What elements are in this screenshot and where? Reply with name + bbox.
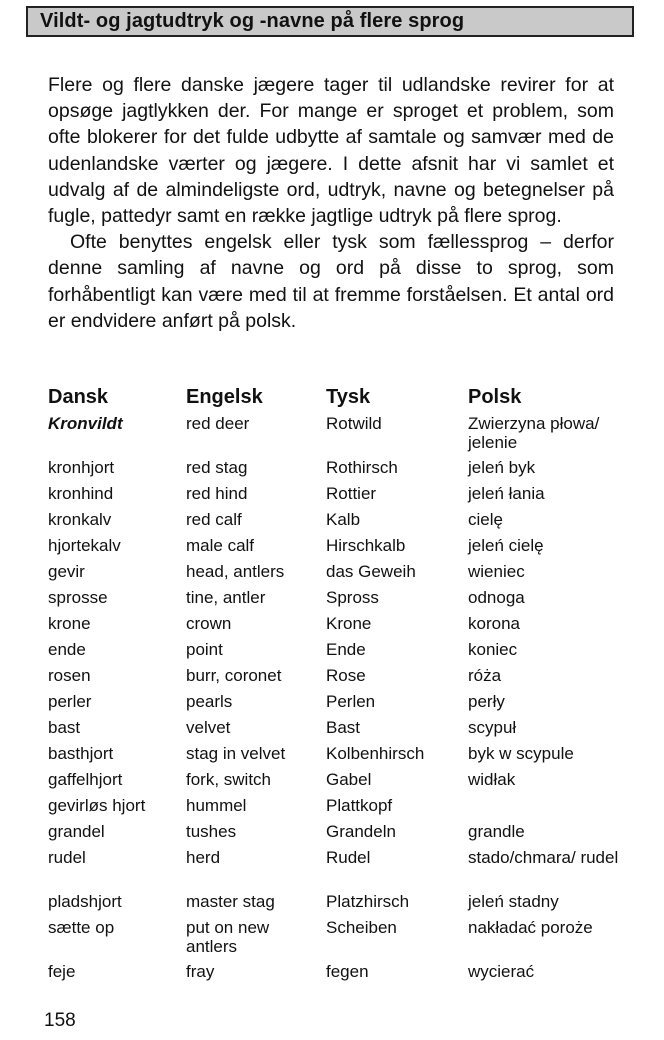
cell-en: stag in velvet <box>186 744 286 763</box>
cell-pl: grandle <box>468 822 525 841</box>
cell-en: crown <box>186 614 232 633</box>
cell-en: red stag <box>186 458 248 477</box>
cell-en: male calf <box>186 536 255 555</box>
cell-de: Rudel <box>326 848 371 867</box>
cell-da: sætte op <box>48 918 115 937</box>
cell-en: red calf <box>186 510 242 529</box>
cell-pl: perły <box>468 692 505 711</box>
page-number: 158 <box>44 1010 76 1031</box>
cell-pl: wycierać <box>468 962 535 981</box>
cell-pl: cielę <box>468 510 503 529</box>
cell-pl: wieniec <box>468 562 525 581</box>
cell-en: tushes <box>186 822 237 841</box>
cell-pl: korona <box>468 614 520 633</box>
cell-da: ende <box>48 640 86 659</box>
cell-en: point <box>186 640 223 659</box>
header-tysk: Tysk <box>326 386 371 408</box>
section-title: Vildt- og jagtudtryk og -navne på flere sprog <box>40 10 465 32</box>
cell-da: rosen <box>48 666 91 685</box>
cell-da: kronhjort <box>48 458 115 477</box>
cell-pl: widłak <box>468 770 516 789</box>
cell-de: Hirschkalb <box>326 536 406 555</box>
cell-da: perler <box>48 692 92 711</box>
cell-pl: jeleń stadny <box>468 892 559 911</box>
cell-de: Kolbenhirsch <box>326 744 425 763</box>
cell-pl: byk w scypule <box>468 744 574 763</box>
cell-da: hjortekalv <box>48 536 121 555</box>
cell-pl: scypuł <box>468 718 517 737</box>
header-dansk: Dansk <box>48 386 109 408</box>
cell-en: tine, antler <box>186 588 266 607</box>
cell-da: kronhind <box>48 484 114 503</box>
cell-en: red deer <box>186 414 250 433</box>
cell-da: bast <box>48 718 81 737</box>
cell-de: Rothirsch <box>326 458 398 477</box>
cell-de: Spross <box>326 588 379 607</box>
cell-de: Scheiben <box>326 918 397 937</box>
section-title-box <box>26 6 634 37</box>
cell-de: Rottier <box>326 484 377 503</box>
cell-pl: jeleń cielę <box>468 536 544 555</box>
header-polsk: Polsk <box>468 386 522 408</box>
cell-de: Bast <box>326 718 361 737</box>
cell-pl: jeleń byk <box>468 458 536 477</box>
cell-de: Perlen <box>326 692 376 711</box>
cell-de: Kalb <box>326 510 361 529</box>
cell-de: das Geweih <box>326 562 416 581</box>
cell-pl: jeleń łania <box>468 484 545 503</box>
cell-da: grandel <box>48 822 105 841</box>
cell-de: Krone <box>326 614 372 633</box>
intro-paragraph-2: Ofte benyttes engelsk eller tysk som fællessprog – derfor denne samling af navne og ord på disse to sprog, som forhåbentligt kan være med til at fremme forståelsen. Et antal ord er endvidere anført på polsk. <box>48 231 614 332</box>
cell-pl: stado/chmara/ rudel <box>468 848 619 867</box>
cell-en: fray <box>186 962 215 981</box>
cell-pl: odnoga <box>468 588 525 607</box>
cell-pl: Zwierzyna płowa/ jelenie <box>468 414 600 452</box>
cell-pl: koniec <box>468 640 518 659</box>
cell-en: pearls <box>186 692 233 711</box>
cell-en: hummel <box>186 796 247 815</box>
cell-de: Gabel <box>326 770 372 789</box>
cell-da: gaffelhjort <box>48 770 123 789</box>
cell-en: fork, switch <box>186 770 272 789</box>
cell-de: Ende <box>326 640 366 659</box>
cell-da: gevir <box>48 562 85 581</box>
cell-da: Kronvildt <box>48 414 123 433</box>
cell-en: put on new antlers <box>186 918 270 956</box>
cell-en: velvet <box>186 718 231 737</box>
cell-de: Platzhirsch <box>326 892 410 911</box>
cell-en: master stag <box>186 892 275 911</box>
cell-pl: nakładać poroże <box>468 918 593 937</box>
cell-de: Rose <box>326 666 366 685</box>
cell-de: fegen <box>326 962 369 981</box>
cell-da: sprosse <box>48 588 108 607</box>
cell-en: red hind <box>186 484 248 503</box>
cell-pl: róża <box>468 666 502 685</box>
cell-de: Grandeln <box>326 822 396 841</box>
cell-da: feje <box>48 962 76 981</box>
cell-da: gevirløs hjort <box>48 796 146 815</box>
table-header-row <box>48 385 628 411</box>
cell-da: rudel <box>48 848 86 867</box>
cell-da: pladshjort <box>48 892 122 911</box>
cell-de: Rotwild <box>326 414 382 433</box>
intro-text <box>48 72 614 334</box>
vocabulary-table <box>48 385 628 981</box>
cell-en: burr, coronet <box>186 666 282 685</box>
cell-en: head, antlers <box>186 562 285 581</box>
cell-de: Plattkopf <box>326 796 393 815</box>
header-engelsk: Engelsk <box>186 386 263 408</box>
intro-paragraph-1: Flere og flere danske jægere tager til udlandske revirer for at opsøge jagtlykken der. For mange er sproget et problem, som ofte blokerer for det fulde udbytte af samtale og samvær med de udenlandske værter og jægere. I dette afsnit har vi samlet et udvalg af de almindeligste ord, udtryk, navne og betegnelser på fugle, pattedyr samt en række jagtlige udtryk på flere sprog. <box>48 74 614 228</box>
cell-da: kronkalv <box>48 510 112 529</box>
cell-da: krone <box>48 614 91 633</box>
cell-da: basthjort <box>48 744 114 763</box>
cell-en: herd <box>186 848 221 867</box>
